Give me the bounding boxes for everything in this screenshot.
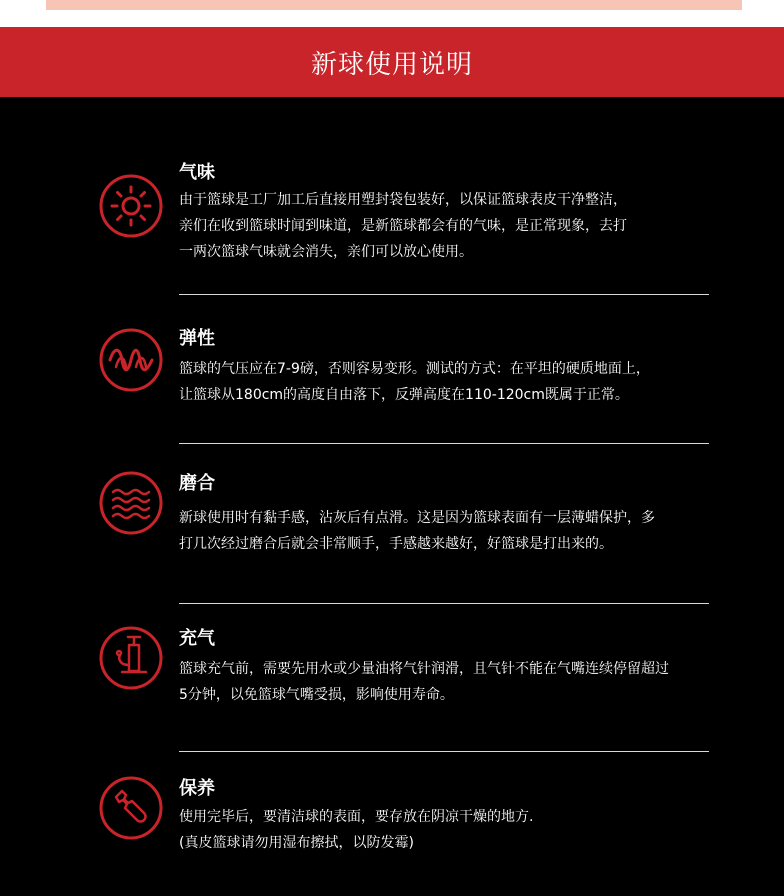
header-banner (0, 27, 784, 97)
divider (179, 443, 709, 444)
section-body (179, 187, 719, 265)
body-line: 使用完毕后，要清洁球的表面，要存放在阴凉干燥的地方. (179, 809, 534, 825)
section-title: 磨合 (179, 473, 215, 494)
body-line: 让篮球从180cm的高度自由落下，反弹高度在110-120cm既属于正常。 (179, 387, 629, 403)
section-title: 气味 (179, 162, 215, 183)
body-line: 篮球的气压应在7-9磅，否则容易变形。测试的方式：在平坦的硬质地面上， (179, 361, 650, 377)
section-body (179, 656, 719, 708)
divider (179, 751, 709, 752)
divider (179, 294, 709, 295)
body-line: 由于篮球是工厂加工后直接用塑封袋包装好，以保证篮球表皮干净整洁， (179, 192, 627, 208)
wave-icon (98, 327, 164, 393)
section-body (179, 356, 719, 408)
body-line: 新球使用时有黏手感，沾灰后有点滑。这是因为篮球表面有一层薄蜡保护，多 (179, 510, 655, 526)
body-line: (真皮篮球请勿用湿布擦拭，以防发霉) (179, 835, 414, 851)
sun-icon (98, 173, 164, 239)
body-line: 一两次篮球气味就会消失，亲们可以放心使用。 (179, 244, 473, 260)
wrench-icon (98, 775, 164, 841)
body-line: 亲们在收到篮球时闻到味道，是新篮球都会有的气味，是正常现象，去打 (179, 218, 627, 234)
body-line: 5分钟，以免篮球气嘴受损，影响使用寿命。 (179, 687, 454, 703)
page-title: 新球使用说明 (310, 49, 473, 80)
section-title: 弹性 (179, 328, 215, 349)
section-title: 充气 (179, 628, 215, 649)
body-line: 篮球充气前，需要先用水或少量油将气针润滑，且气针不能在气嘴连续停留超过 (179, 661, 669, 677)
divider (179, 603, 709, 604)
body-line: 打几次经过磨合后就会非常顺手，手感越来越好，好篮球是打出来的。 (179, 536, 613, 552)
section-body (179, 505, 719, 557)
texture-lines-icon (98, 470, 164, 536)
pump-icon (98, 625, 164, 691)
section-body (179, 804, 719, 856)
top-pink-bar (46, 0, 742, 10)
section-title: 保养 (179, 778, 215, 799)
